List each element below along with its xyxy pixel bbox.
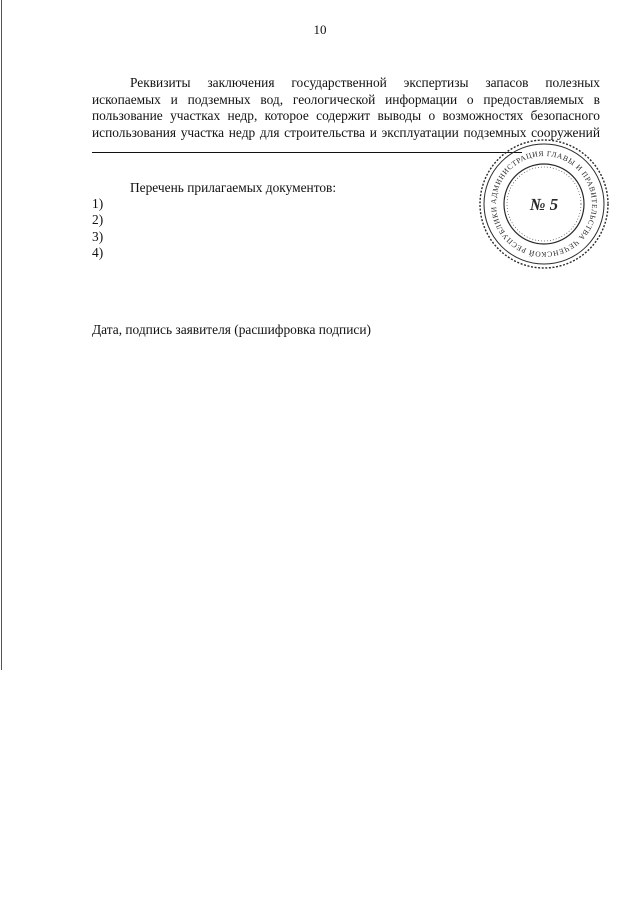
page-margin-line — [1, 0, 2, 670]
page-number: 10 — [313, 22, 327, 37]
official-seal-stamp — [476, 136, 612, 272]
seal-number: № 5 — [529, 195, 559, 214]
seal-ring-text: АДМИНИСТРАЦИЯ ГЛАВЫ И ПРАВИТЕЛЬСТВА ЧЕЧЕНСКОЙ РЕСПУБЛИКИ — [488, 148, 600, 260]
applicant-signature-line: Дата, подпись заявителя (расшифровка подписи) — [92, 322, 371, 337]
list-item: 1) — [92, 196, 104, 211]
documents-list — [92, 196, 103, 262]
list-item: 4) — [92, 245, 104, 261]
requisites-text: Реквизиты заключения государственной экспертизы запасов полезных ископаемых и подземных вод, геологической информации о предоставляемых в пользование участках недр, которое содержит выводы о возможностях безопасного использования участка недр для строительства и эксплуатации подземных сооружений — [92, 75, 600, 140]
list-item: 2) — [92, 212, 104, 228]
documents-list-title: Перечень прилагаемых документов: — [130, 180, 337, 195]
requisites-fill-line[interactable] — [92, 141, 522, 153]
list-item: 3) — [92, 228, 104, 244]
